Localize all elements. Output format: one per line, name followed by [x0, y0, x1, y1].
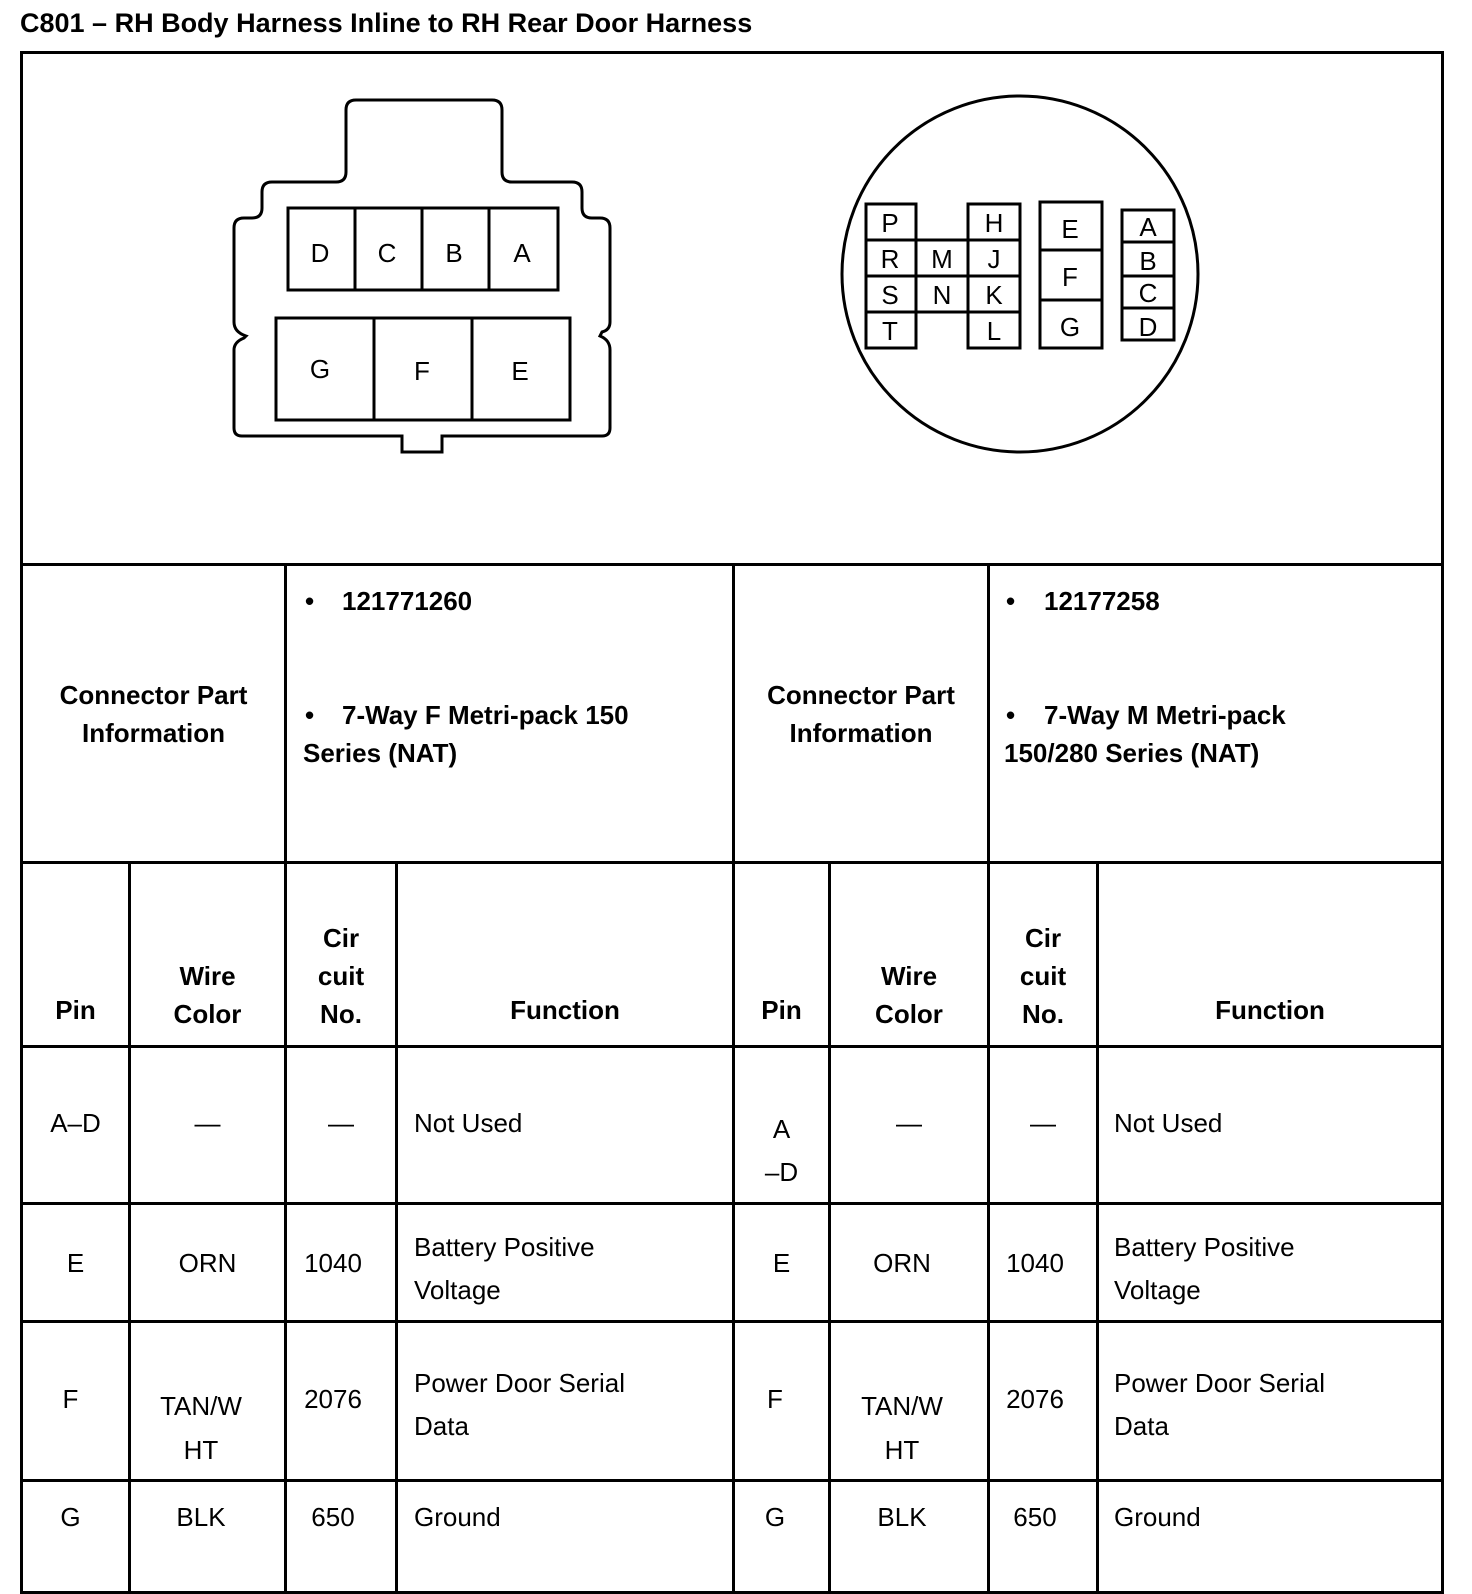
function-right-line2: Voltage [1114, 1275, 1201, 1305]
header-circuit-no-right [990, 919, 1096, 1033]
wire-line2: HT [183, 1435, 219, 1465]
left-part-desc-line2: Series (NAT) [303, 738, 458, 768]
header-wire-color [131, 957, 284, 1033]
header-pin: Pin [55, 995, 96, 1025]
function-cell [414, 1226, 595, 1312]
header-pin-right: Pin [761, 995, 802, 1025]
left-connector-details: • 121771260 • 7-Way F Metri-pack 150 Series (NAT) [303, 586, 629, 768]
function-cell-right: Ground [1114, 1502, 1201, 1532]
right-pin-H: H [984, 208, 1004, 238]
right-part-desc-line2: 150/280 Series (NAT) [1004, 738, 1260, 768]
right-pin-S: S [881, 280, 899, 310]
right-pin-R: R [880, 244, 900, 274]
right-pin-N: N [932, 280, 952, 310]
header-circ-line2-right: cuit [1019, 961, 1067, 991]
header-circ-line3: No. [320, 999, 362, 1029]
right-pin-J: J [987, 244, 1001, 274]
circuit-cell: 2076 [304, 1384, 362, 1414]
function-cell-right: Not Used [1114, 1108, 1223, 1138]
left-pin-D: D [310, 238, 330, 268]
right-pin-G: G [1059, 312, 1081, 342]
pin-right-line2: –D [764, 1157, 799, 1187]
left-pin-G: G [309, 354, 331, 384]
pin-cell-right: G [764, 1502, 786, 1532]
right-part-desc-line1: 7-Way M Metri-pack [1044, 700, 1286, 730]
function-line2: Data [414, 1411, 469, 1441]
circuit-cell-right: — [1030, 1108, 1056, 1138]
right-pin-F: F [1062, 262, 1078, 292]
left-connector-label-line1: Connector Part [59, 679, 248, 710]
wire-color-cell-right: ORN [873, 1248, 931, 1278]
function-right-line2: Data [1114, 1411, 1169, 1441]
wire-right-line1: TAN/W [861, 1391, 943, 1421]
right-pin-P: P [881, 208, 899, 238]
right-pin-A: A [1139, 212, 1157, 242]
header-function-right: Function [1215, 995, 1325, 1025]
right-pin-E: E [1061, 214, 1079, 244]
header-circ-line1: Cir [322, 923, 360, 953]
wire-color-cell: — [194, 1108, 221, 1138]
pin-cell: G [60, 1502, 81, 1532]
wire-right-line2: HT [884, 1435, 920, 1465]
header-wire-line1: Wire [179, 961, 236, 991]
right-pin-T: T [882, 316, 898, 346]
wire-color-cell: ORN [178, 1248, 237, 1278]
function-right-line1: Battery Positive [1114, 1232, 1295, 1262]
left-pin-E: E [511, 356, 529, 386]
function-line2: Voltage [414, 1275, 501, 1305]
pin-cell: E [66, 1248, 85, 1278]
right-pin-C: C [1138, 278, 1158, 308]
page-title: C801 – RH Body Harness Inline to RH Rear Door Harness [20, 8, 753, 38]
right-pin-K: K [985, 280, 1003, 310]
wire-color-cell: BLK [176, 1502, 226, 1532]
circuit-cell: — [328, 1108, 354, 1138]
header-wire-color-right [831, 957, 987, 1033]
pin-cell: F [62, 1384, 79, 1414]
pin-cell-right: F [767, 1384, 783, 1414]
wire-color-cell-right [831, 1384, 973, 1472]
wire-line1: TAN/W [160, 1391, 242, 1421]
function-cell: Ground [414, 1502, 501, 1532]
header-wire-line1-right: Wire [880, 961, 938, 991]
header-function: Function [510, 995, 620, 1025]
right-part-number: 12177258 [1044, 586, 1160, 616]
header-circ-line3-right: No. [1022, 999, 1064, 1029]
header-wire-line2: Color [173, 999, 242, 1029]
circuit-cell: 1040 [304, 1248, 362, 1278]
right-pin-B: B [1139, 246, 1157, 276]
header-wire-line2-right: Color [875, 999, 943, 1029]
header-circ-line2: cuit [317, 961, 365, 991]
function-right-line1: Power Door Serial [1114, 1368, 1325, 1398]
function-line1: Battery Positive [414, 1232, 595, 1262]
left-connector-label-line2: Information [82, 717, 225, 748]
right-connector-label-line1: Connector Part [767, 679, 955, 710]
header-circuit-no [287, 919, 395, 1033]
pin-cell-right: E [772, 1248, 791, 1278]
circuit-cell: 650 [311, 1502, 355, 1532]
circuit-cell-right: 650 [1013, 1502, 1057, 1532]
left-pin-C: C [377, 238, 397, 268]
right-pin-L: L [986, 316, 1002, 346]
right-connector-label-line2: Information [789, 717, 933, 748]
circuit-cell-right: 1040 [1006, 1248, 1064, 1278]
wire-color-cell-right: — [896, 1108, 922, 1138]
left-part-desc-line1: 7-Way F Metri-pack 150 [342, 700, 629, 730]
right-pin-M: M [931, 244, 953, 274]
right-pin-D: D [1138, 312, 1158, 342]
right-connector-details: • 12177258 • 7-Way M Metri-pack 150/280 Series (NAT) [1004, 586, 1286, 768]
wire-color-cell-right: BLK [877, 1502, 927, 1532]
function-cell [414, 1362, 625, 1448]
right-connector-label [735, 566, 987, 861]
left-pin-A: A [513, 238, 531, 268]
left-part-number: 121771260 [342, 586, 473, 616]
function-line1: Power Door Serial [414, 1368, 625, 1398]
left-pin-F: F [414, 356, 430, 386]
left-connector-label [23, 566, 284, 861]
pin-cell-right [735, 1108, 828, 1194]
function-cell-right [1114, 1226, 1295, 1312]
connector-diagram [0, 0, 1472, 560]
pin-right-line1: A [772, 1114, 791, 1144]
circuit-cell-right: 2076 [1006, 1384, 1064, 1414]
function-cell-right [1114, 1362, 1325, 1448]
wire-color-cell [131, 1384, 271, 1472]
left-pin-B: B [445, 238, 463, 268]
header-circ-line1-right: Cir [1024, 923, 1062, 953]
function-cell: Not Used [414, 1108, 523, 1138]
pin-cell: A–D [50, 1108, 101, 1138]
